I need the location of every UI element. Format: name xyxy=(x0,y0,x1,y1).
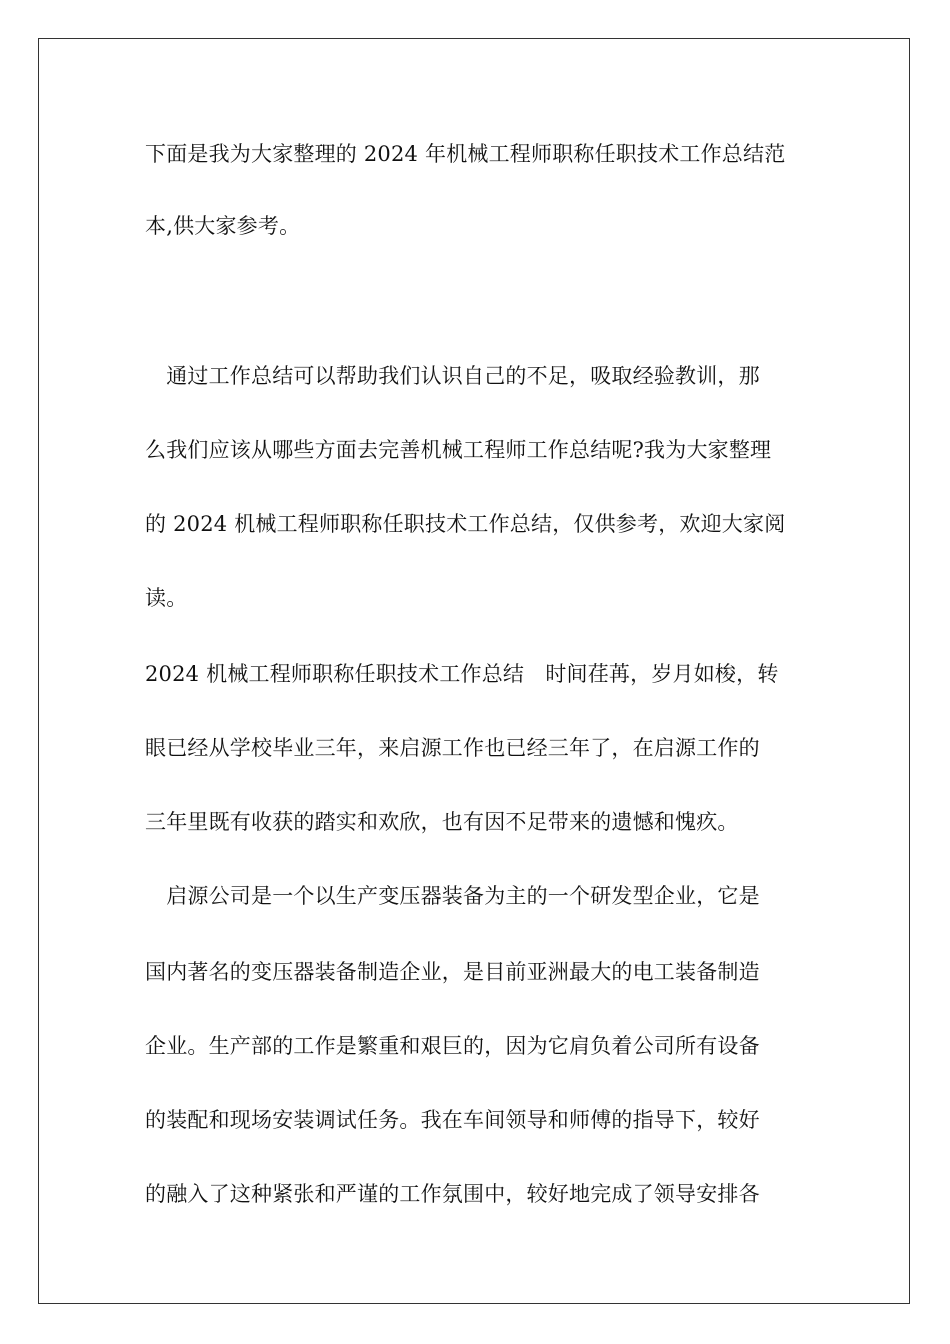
body-text-line: 眼已经从学校毕业三年，来启源工作也已经三年了，在启源工作的 xyxy=(145,736,760,760)
body-text-line: 么我们应该从哪些方面去完善机械工程师工作总结呢?我为大家整理 xyxy=(145,438,772,462)
body-text-line: 读。 xyxy=(145,586,188,610)
body-text-line: 国内著名的变压器装备制造企业，是目前亚洲最大的电工装备制造 xyxy=(145,960,760,984)
body-text-line: 企业。生产部的工作是繁重和艰巨的，因为它肩负着公司所有设备 xyxy=(145,1034,760,1058)
body-text-line: 下面是我为大家整理的 2024 年机械工程师职称任职技术工作总结范 xyxy=(145,142,786,166)
body-text-line: 启源公司是一个以生产变压器装备为主的一个研发型企业，它是 xyxy=(145,884,760,908)
body-text-line: 的 2024 机械工程师职称任职技术工作总结，仅供参考，欢迎大家阅 xyxy=(145,512,786,536)
body-text-line: 2024 机械工程师职称任职技术工作总结 时间荏苒，岁月如梭，转 xyxy=(145,662,779,686)
body-text-line: 的融入了这种紧张和严谨的工作氛围中，较好地完成了领导安排各 xyxy=(145,1182,760,1206)
body-text-line: 的装配和现场安装调试任务。我在车间领导和师傅的指导下，较好 xyxy=(145,1108,760,1132)
body-text-line: 本,供大家参考。 xyxy=(145,214,301,238)
body-text-line: 通过工作总结可以帮助我们认识自己的不足，吸取经验教训，那 xyxy=(145,364,760,388)
body-text-line: 三年里既有收获的踏实和欢欣，也有因不足带来的遗憾和愧疚。 xyxy=(145,810,739,834)
